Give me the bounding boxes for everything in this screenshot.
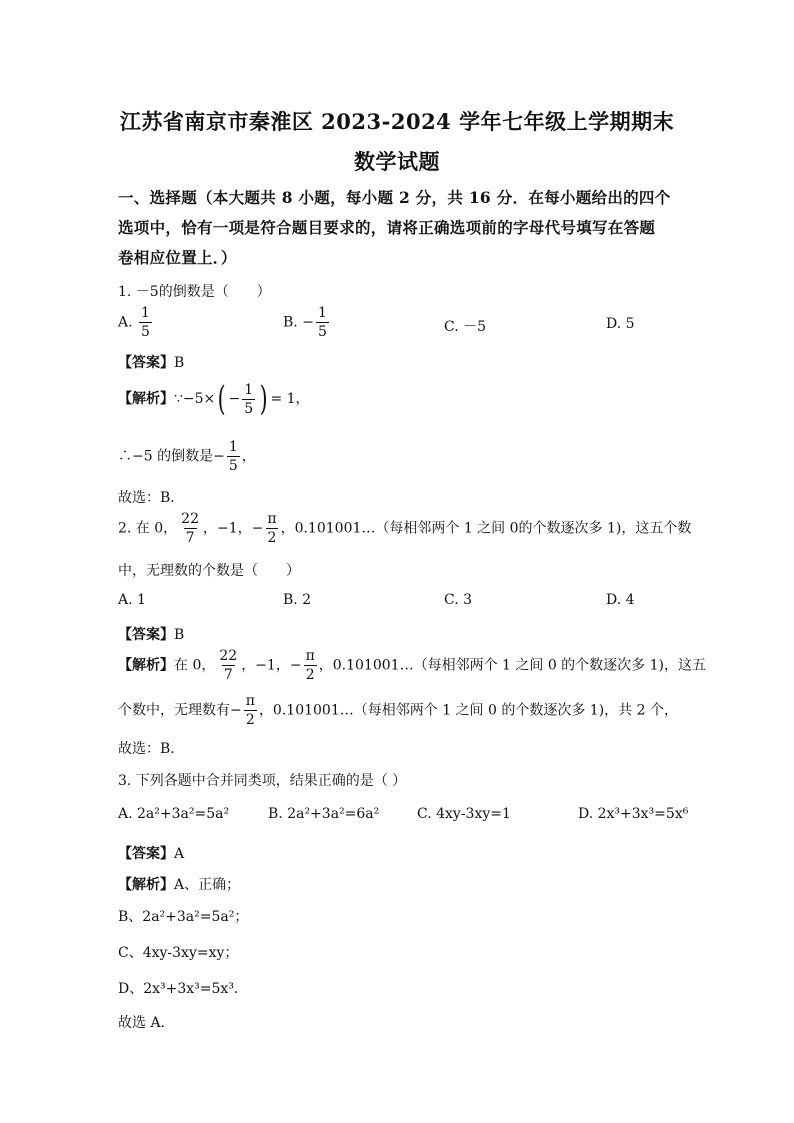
- q3-analysis-line-2: B、2a²+3a²=5a²；: [118, 909, 249, 925]
- q3-stem: 3. 下列各题中合并同类项，结果正确的是（ ）: [118, 773, 407, 789]
- q3-conclusion: 故选 A．: [118, 1015, 175, 1031]
- q1-stem: 1. －5的倒数是（ ）: [118, 284, 271, 300]
- q2-answer: 【答案】B: [118, 627, 185, 643]
- q3-answer: 【答案】A: [118, 846, 185, 862]
- q1-option-c: C. －5: [444, 319, 487, 335]
- q1-option-a-fraction: $\frac{1}{5}$: [141, 305, 150, 340]
- section-heading-line-2: 选项中，恰有一项是符合题目要求的，请将正确选项前的字母代号填写在答题: [118, 218, 656, 237]
- q1-option-a: A. $\frac{1}{5}$: [118, 305, 150, 340]
- q1-option-b-fraction: $\frac{1}{5}$: [317, 305, 327, 340]
- q2-stem-line-2: 中，无理数的个数是（ ）: [118, 563, 300, 579]
- q2-option-c: C. 3: [444, 592, 473, 608]
- q1-answer: 【答案】B: [118, 355, 185, 371]
- q2-analysis-line-1: 【解析】在 0， $\frac{22}{7}$ ，−1，− $\frac{\pi}{2}$ ，0.101001…（每相邻两个 1 之间 0 的个数逐次多 1)，这五: [118, 648, 706, 683]
- q3-option-a: A. 2a²+3a²=5a²: [118, 806, 230, 822]
- q2-option-b: B. 2: [283, 592, 312, 608]
- q2-conclusion: 故选：B．: [118, 741, 185, 757]
- q3-option-c: C. 4xy-3xy=1: [417, 806, 511, 822]
- q2-option-d: D. 4: [606, 592, 635, 608]
- q1-option-b: B. − $\frac{1}{5}$: [283, 305, 327, 340]
- document-title: 江苏省南京市秦淮区 2023-2024 学年七年级上学期期末: [119, 109, 675, 134]
- q3-option-b: B. 2a²+3a²=6a²: [268, 806, 380, 822]
- q1-conclusion: 故选：B．: [118, 490, 185, 506]
- q1-therefore: ∴−5 的倒数是− $\frac{1}{5}$ ，: [118, 439, 256, 474]
- q3-option-d: D. 2x³+3x³=5x⁶: [578, 806, 689, 822]
- q3-analysis-line-4: D、2x³+3x³=5x³．: [118, 981, 248, 997]
- section-heading-line-1: 一、选择题（本大题共 8 小题，每小题 2 分，共 16 分．在每小题给出的四个: [118, 188, 671, 207]
- document-subtitle: 数学试题: [354, 149, 440, 174]
- q2-option-a: A. 1: [118, 592, 146, 608]
- q2-analysis-line-2: 个数中，无理数有− $\frac{\pi}{2}$ ，0.101001…（每相邻两个 1 之间 0 的个数逐次多 1)，共 2 个，: [118, 693, 678, 728]
- q2-stem-line-1: 2. 在 0， $\frac{22}{7}$ ，−1，− $\frac{\pi}{2}$ ，0.101001…（每相邻两个 1 之间 0的个数逐次多 1)，这五个数: [118, 511, 692, 546]
- q1-option-d: D. 5: [606, 316, 635, 332]
- q3-analysis-line-3: C、4xy-3xy=xy；: [118, 945, 239, 961]
- q3-analysis-line-1: 【解析】A、正确；: [118, 877, 241, 893]
- section-heading-line-3: 卷相应位置上．）: [118, 248, 237, 267]
- q1-analysis: 【解析】∵−5×( − $\frac{1}{5}$ ) = 1，: [118, 379, 310, 419]
